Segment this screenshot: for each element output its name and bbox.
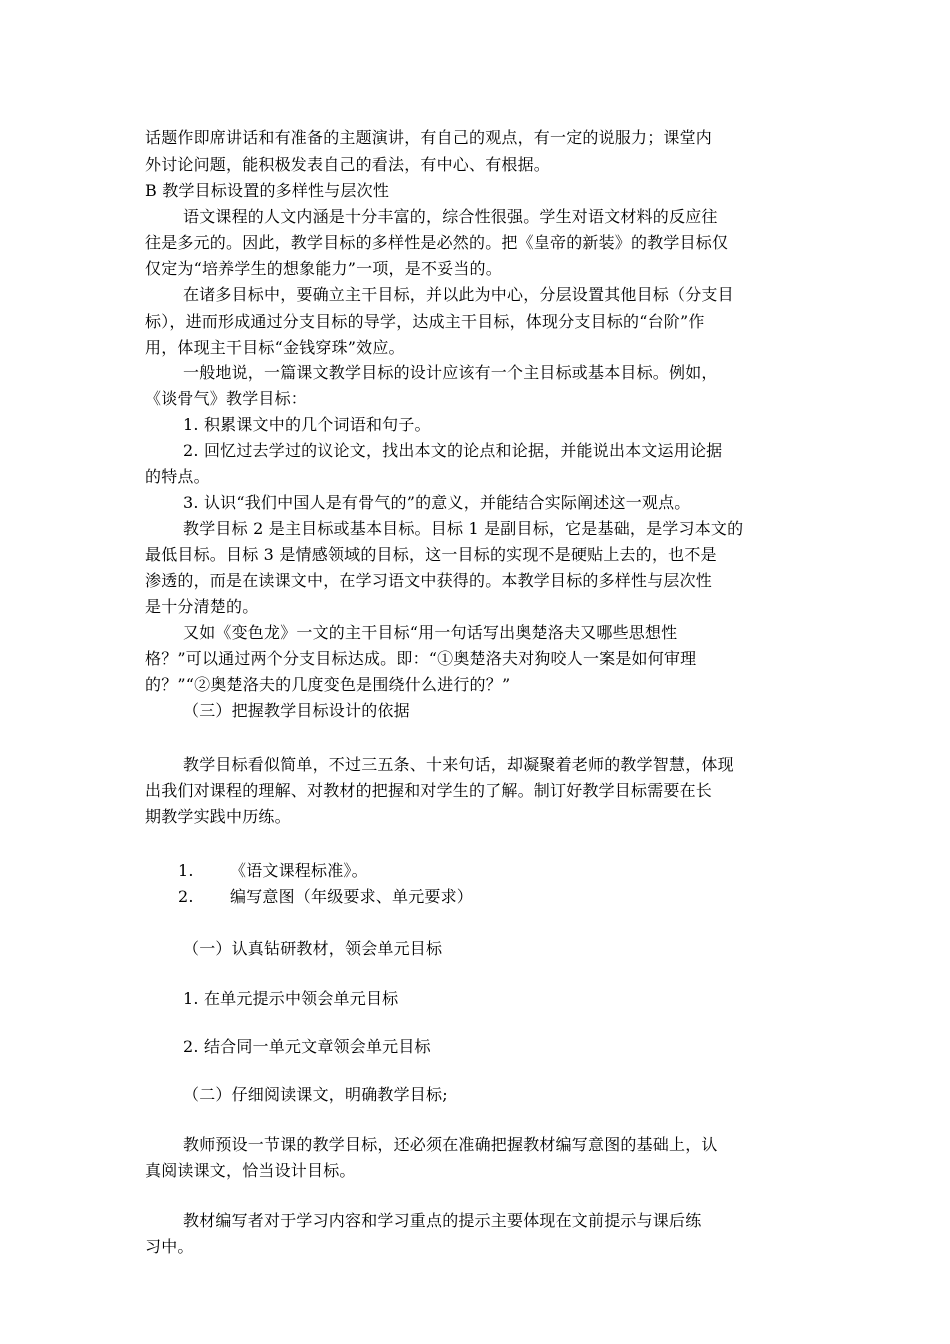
paragraph-line: 是十分清楚的。 bbox=[145, 597, 259, 616]
paragraph-line: 的？”“②奥楚洛夫的几度变色是围绕什么进行的？” bbox=[145, 675, 511, 694]
paragraph-line: 又如《变色龙》一文的主干目标“用一句话写出奥楚洛夫又哪些思想性 bbox=[183, 623, 678, 642]
paragraph-line: 真阅读课文，恰当设计目标。 bbox=[145, 1161, 356, 1180]
paragraph-line: 出我们对课程的理解、对教材的把握和对学生的了解。制订好教学目标需要在长 bbox=[145, 781, 713, 800]
list-number: 2. bbox=[178, 887, 194, 906]
paragraph-line: 用，体现主干目标“金钱穿珠”效应。 bbox=[145, 338, 405, 357]
paragraph-line: 最低目标。目标 3 是情感领域的目标，这一目标的实现不是硬贴上去的，也不是 bbox=[145, 545, 717, 564]
paragraph-line: 在诸多目标中，要确立主干目标，并以此为中心，分层设置其他目标（分支目 bbox=[183, 285, 734, 304]
paragraph-line: 标），进而形成通过分支目标的导学，达成主干目标，体现分支目标的“台阶”作 bbox=[145, 312, 705, 331]
paragraph-line: 教学目标 2 是主目标或基本目标。目标 1 是副目标，它是基础，是学习本文的 bbox=[183, 519, 744, 538]
paragraph-line: 语文课程的人文内涵是十分丰富的，综合性很强。学生对语文材料的反应往 bbox=[183, 207, 718, 226]
paragraph-line: 往是多元的。因此，教学目标的多样性是必然的。把《皇帝的新装》的教学目标仅 bbox=[145, 233, 729, 252]
paragraph-line: 格？”可以通过两个分支目标达成。即：“①奥楚洛夫对狗咬人一案是如何审理 bbox=[145, 649, 697, 668]
subheading: 2. 结合同一单元文章领会单元目标 bbox=[183, 1037, 431, 1056]
list-item: 3. 认识“我们中国人是有骨气的”的意义，并能结合实际阐述这一观点。 bbox=[183, 493, 691, 512]
paragraph-line: 外讨论问题，能积极发表自己的看法，有中心、有根据。 bbox=[145, 155, 551, 174]
section-heading: （二）仔细阅读课文，明确教学目标; bbox=[183, 1085, 448, 1104]
paragraph-line: 教师预设一节课的教学目标，还必须在准确把握教材编写意图的基础上，认 bbox=[183, 1135, 718, 1154]
section-heading: （一）认真钻研教材，领会单元目标 bbox=[183, 939, 443, 958]
list-item: 编写意图（年级要求、单元要求） bbox=[230, 887, 474, 906]
list-item: 《语文课程标准》。 bbox=[230, 861, 368, 880]
paragraph-line: 期教学实践中历练。 bbox=[145, 807, 291, 826]
paragraph-line: 渗透的，而是在读课文中，在学习语文中获得的。本教学目标的多样性与层次性 bbox=[145, 571, 713, 590]
section-heading: B 教学目标设置的多样性与层次性 bbox=[145, 181, 390, 200]
paragraph-line: 仅定为“培养学生的想象能力”一项，是不妥当的。 bbox=[145, 259, 502, 278]
paragraph-line: 习中。 bbox=[145, 1237, 194, 1256]
section-heading: （三）把握教学目标设计的依据 bbox=[183, 701, 410, 720]
paragraph-line: 一般地说，一篇课文教学目标的设计应该有一个主目标或基本目标。例如， bbox=[183, 363, 718, 382]
subheading: 1. 在单元提示中领会单元目标 bbox=[183, 989, 399, 1008]
paragraph-line: 话题作即席讲话和有准备的主题演讲，有自己的观点，有一定的说服力；课堂内 bbox=[145, 128, 713, 147]
paragraph-line: 教学目标看似简单，不过三五条、十来句话，却凝聚着老师的教学智慧，体现 bbox=[183, 755, 734, 774]
list-number: 1. bbox=[178, 861, 194, 880]
paragraph-line: 《谈骨气》教学目标： bbox=[145, 389, 308, 408]
paragraph-line: 的特点。 bbox=[145, 467, 210, 486]
list-item: 2. 回忆过去学过的议论文，找出本文的论点和论据，并能说出本文运用论据 bbox=[183, 441, 723, 460]
paragraph-line: 教材编写者对于学习内容和学习重点的提示主要体现在文前提示与课后练 bbox=[183, 1211, 702, 1230]
list-item: 1. 积累课文中的几个词语和句子。 bbox=[183, 415, 431, 434]
